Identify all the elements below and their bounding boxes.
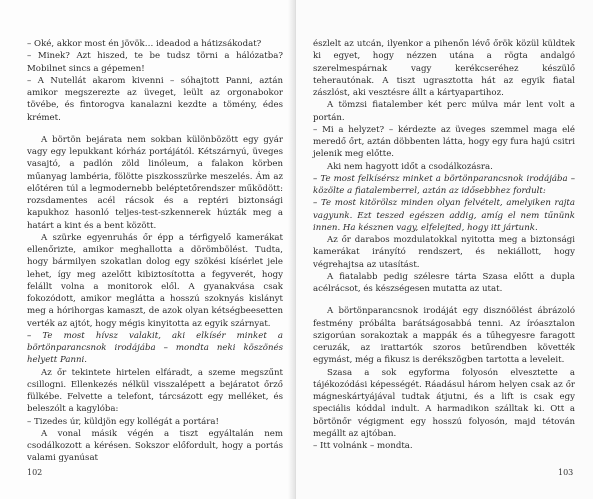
paragraph: A börtön bejárata nem sokban különbözött egy gyár vagy egy lepukkant kórház portájától. Kétszárnyú, üveges vasajtó, a padlón zöld linóleum, a falakon körben műanyag lambéria, fölötte piszkosszürke meszelés. Ám az előtéren túl a legmodernebb beléptetőrendszer működött: rozsdamentes acél rácsok és a reptéri biztonsági kapukhoz hasonló teljes-test-szkennerek húzták meg a határt a kint és a bent között. — [27, 134, 283, 231]
paragraph: Az őr tekintete hirtelen elfáradt, a szeme megszűnt csillogni. Ellenkezés nélkül visszalépett a bejáratot őrző fülkébe. Felvette a telefont, tárcsázott egy melléket, és beleszólt a kagylóba: — [27, 367, 283, 415]
italic-dialogue: – Te most hívsz valakit, aki elkísér minket a börtönparancsnok irodájába – mondta neki köszönés helyett Panni. — [27, 330, 283, 366]
paragraph-dialogue-italic — [313, 173, 575, 198]
page-number-left: 102 — [27, 468, 43, 477]
paragraph: – Minek? Azt hiszed, te be tudsz törni a hálózatba? Mobilnet sincs a gépemen! — [27, 51, 283, 74]
paragraph: A fiatalabb pedig szélesre tárta Szasa előtt a dupla acélrácsot, és készségesen mutatta az utat. — [313, 271, 575, 294]
left-page-text — [27, 38, 283, 465]
paragraph: A börtönparancsnok irodáját egy disznóölést ábrázoló festmény próbálta barátságosabbá tenni. Az íróasztalon szigorúan sorakoztak a mappák és a tűhegyesre faragott ceruzák, az irattartók szoros betűrendben követték egymást, még a fikusz is derékszögben tartotta a leveleit. — [313, 306, 575, 366]
italic-dialogue: – Te most kitörölsz minden olyan felvételt, amelyiken rajta vagyunk. Ezt teszed egészen addig, amíg el nem tűnünk innen. Ha késznen vagy, elfelejted, hogy itt jártunk. — [313, 198, 575, 233]
paragraph: – Itt volnánk – mondta. — [313, 441, 413, 451]
page-number-right: 103 — [558, 468, 574, 477]
paragraph-dialogue-italic — [313, 197, 575, 234]
paragraph: észlelt az utcán, ilyenkor a pihenőn lévő őrök közül küldtek ki egyet, hogy nézzen utána a rögta andalgó szerelmespárnak vagy kerékcseréhez készülő teherautónak. A tiszt ugrasztotta hát az egyik fiatal zászlóst, aki vesztésre állt a kártyapartihoz. — [313, 39, 575, 98]
paragraph: Szasa a sok egyforma folyosón elvesztette a tájékozódási képességét. Ráadásul három helyen csak az őr mágneskártyájával tudtak átjutni, és a lift is csak egy speciális kóddal indult. A harmadikon szálltak ki. Ott a börtönőr végigment egy hosszú folyosón, majd tétován megállt az ajtóban. — [313, 367, 575, 439]
paragraph: A szürke egyenruhás őr épp a térfigyelő kamerákat ellenőrizte, amikor meghallotta a dörömbölést. Tudta, hogy bármilyen szokatlan dolog egy szökési kísérlet jele lehet, így meg azelőtt kibiztosította a fegyverét, hogy felállt volna a monitorok elől. A gyanakvása csak fokozódott, amikor meglátta a hosszú szoknyás kislányt meg a hórihorgas kamaszt, de azok olyan kétségbeesetten verték az ajtót, hogy mégis kinyitotta az egyik szárnyat. — [27, 232, 283, 329]
paragraph: – Oké, akkor most én jövök… ideadod a hátizsákodat? — [27, 39, 262, 49]
paragraph: – Mi a helyzet? – kérdezte az üveges szemmel maga elé meredő őrt, aztán döbbenten látta, hogy egy fura hajú csitri jelenik meg előtte. — [313, 124, 575, 160]
left-page — [0, 0, 296, 499]
italic-dialogue: – Te most felkísérsz minket a börtönparancsnok irodájába – közölte a fiatalemberrel, aztán az idősebbhez fordult: — [313, 173, 575, 196]
paragraph: A vonal másik végén a tiszt egyáltalán nem csodálkozott a kérésen. Sokszor előfordult, hogy a portás valami gyanúsat — [27, 428, 283, 464]
right-page-text — [313, 38, 575, 452]
paragraph: – A Nutellát akarom kivenni – sóhajtott Panni, aztán amikor megszerezte az üveget, leült az orgonabokor tövébe, és fintorogva kanalazni kezdte a tömény, édes krémet. — [27, 75, 283, 123]
paragraph: A tömzsi fiatalember két perc múlva már lent volt a portán. — [313, 100, 575, 123]
paragraph: Az őr darabos mozdulatokkal nyitotta meg a biztonsági kamerákat irányító rendszert, és nekiállott, hogy végrehajtsa az utasítást. — [313, 235, 575, 270]
right-page — [296, 0, 593, 499]
paragraph-dialogue-italic — [27, 330, 283, 367]
paragraph: – Tizedes úr, küldjön egy kollégát a portára! — [27, 416, 219, 427]
paragraph: Aki nem hagyott időt a csodálkozásra. — [327, 161, 493, 172]
